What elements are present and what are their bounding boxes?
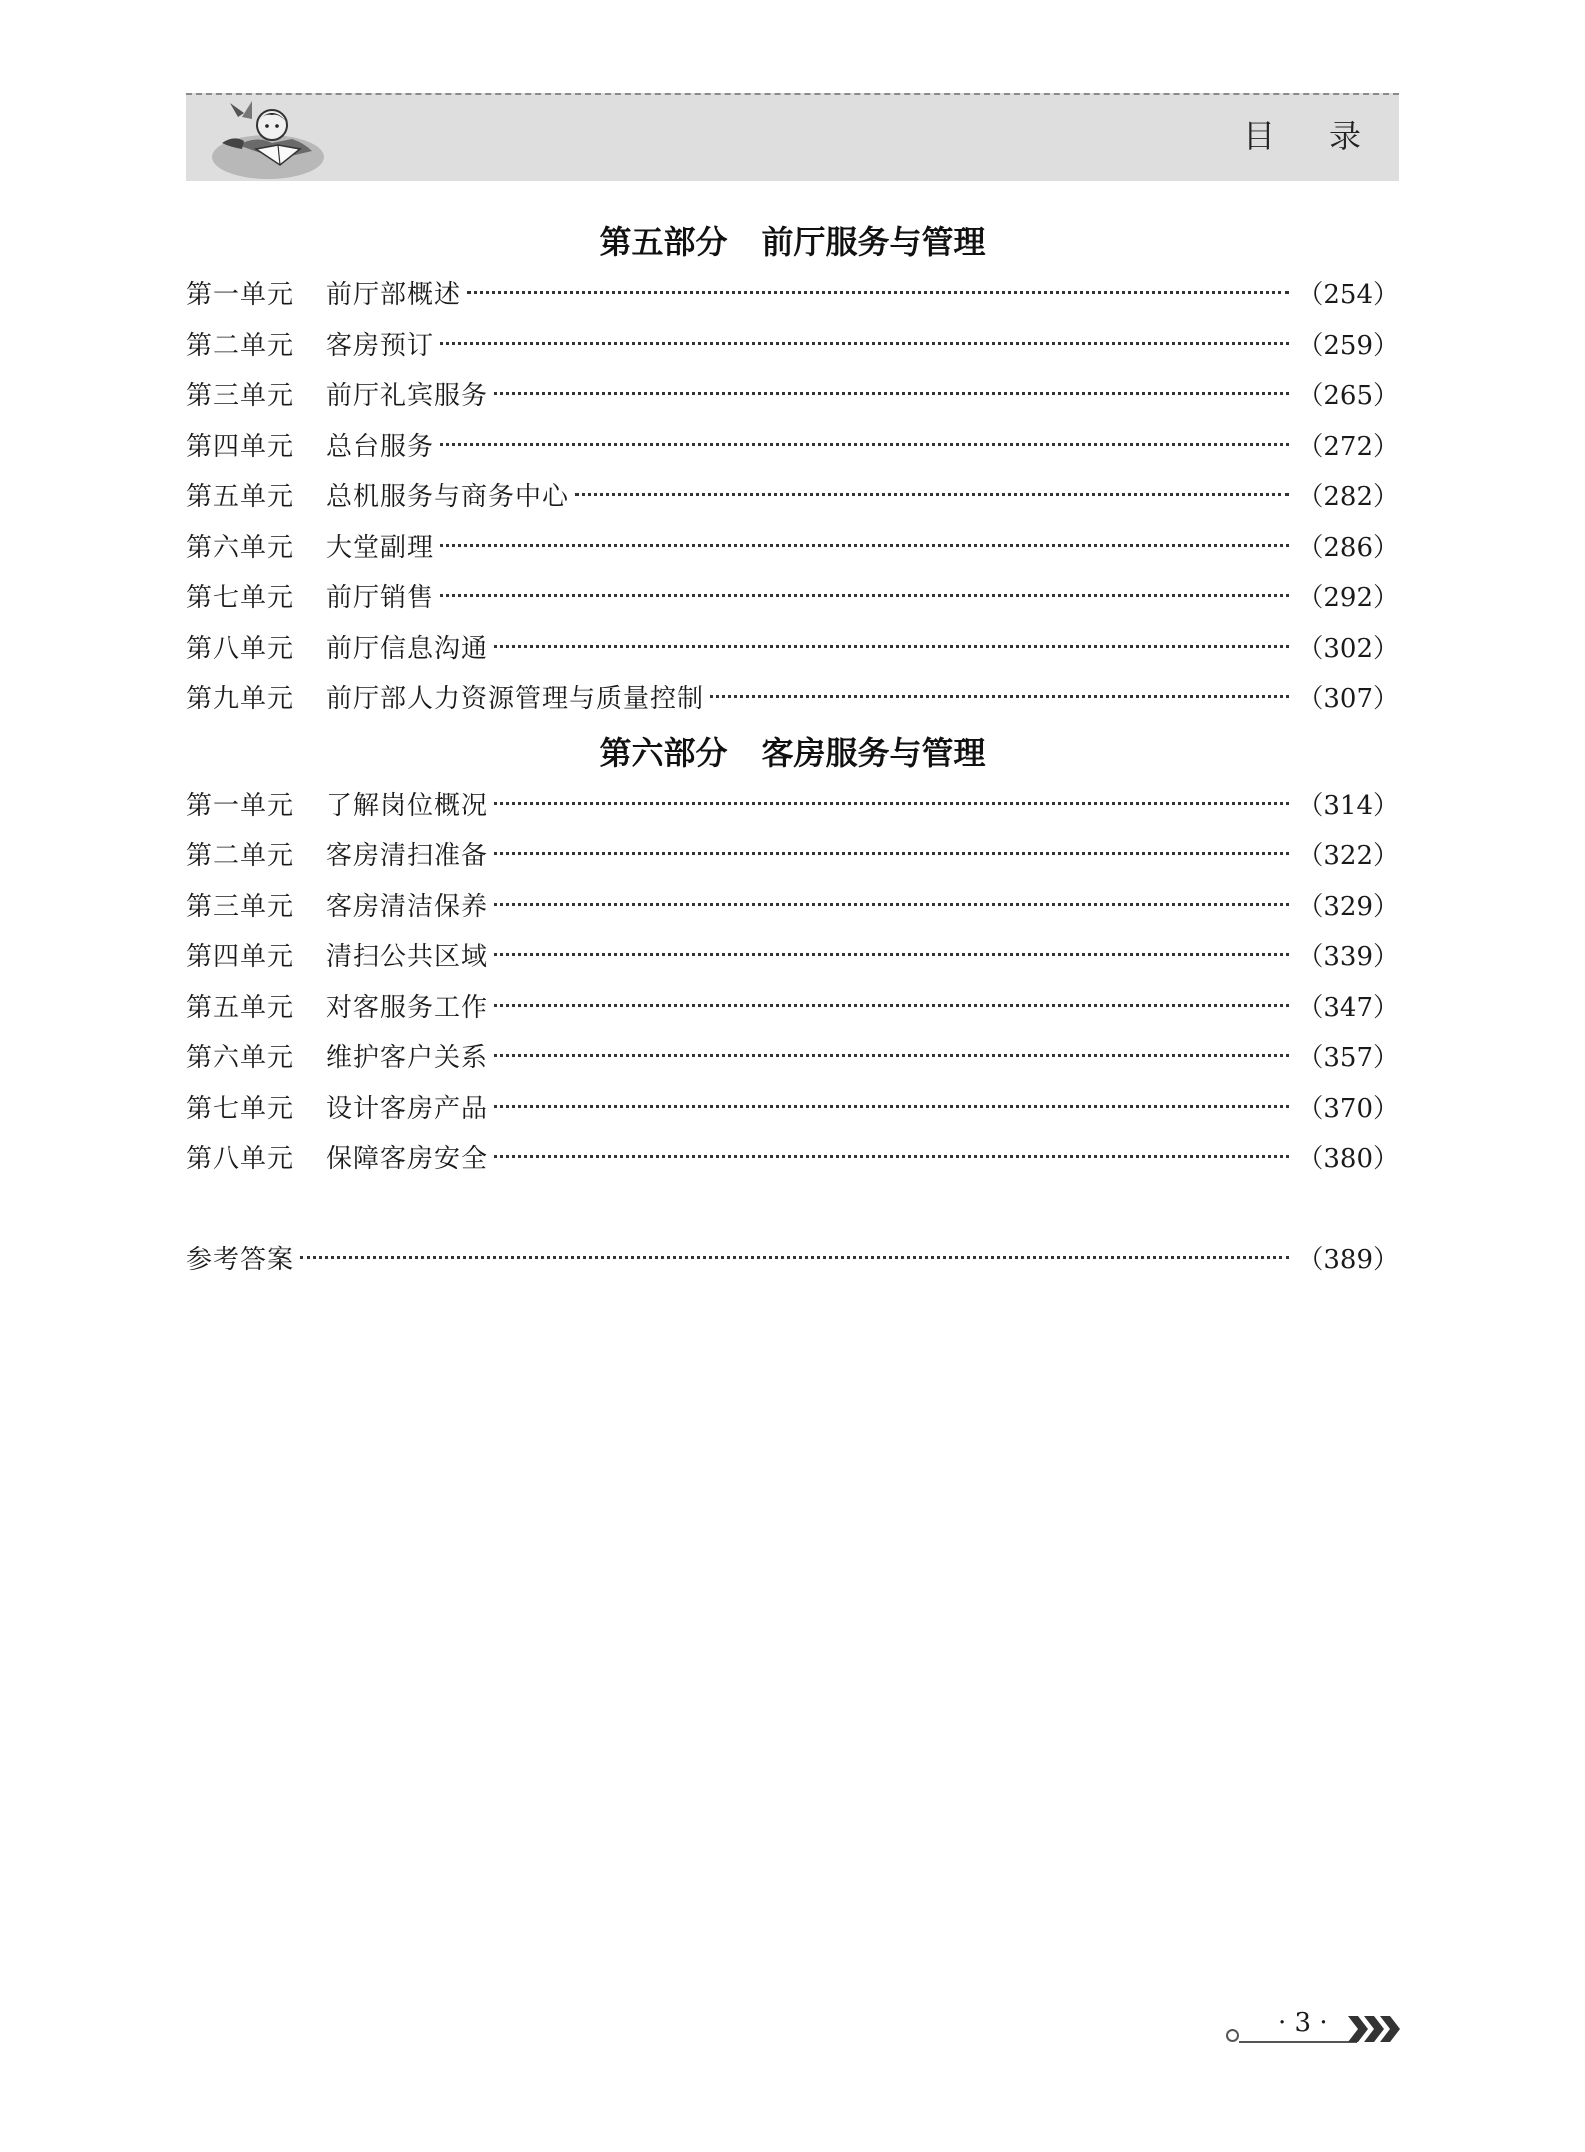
page-number: （357）: [1297, 1043, 1399, 1073]
dot-leader: [494, 1054, 1289, 1057]
unit-title: 总台服务: [326, 431, 435, 462]
unit-title: 维护客户关系: [326, 1043, 489, 1073]
unit-title: 前厅部人力资源管理与质量控制: [326, 684, 705, 714]
unit-title: 了解岗位概况: [326, 790, 489, 821]
unit-title: 大堂副理: [326, 532, 435, 563]
unit-label: 第四单元: [186, 431, 295, 462]
toc-entry-answers[interactable]: [186, 1235, 1399, 1286]
footer-circle-icon: [1226, 2029, 1239, 2042]
page-number: （282）: [1297, 482, 1399, 512]
unit-label: 第二单元: [186, 841, 295, 871]
unit-label: 第九单元: [186, 684, 295, 714]
dot-leader: [440, 342, 1289, 345]
toc-entry[interactable]: [186, 882, 1399, 933]
part-title: 客房服务与管理: [761, 733, 986, 772]
unit-title: 前厅部概述: [326, 280, 462, 310]
page-number: （254）: [1297, 280, 1399, 310]
part-number: 第五部分: [599, 223, 728, 261]
unit-label: 第四单元: [186, 942, 295, 972]
page-number: （265）: [1297, 381, 1399, 411]
dot-leader: [467, 291, 1289, 294]
toc-entry[interactable]: [186, 472, 1399, 523]
page-number: （322）: [1297, 841, 1399, 871]
dot-leader: [494, 392, 1289, 395]
answers-title: 参考答案: [186, 1244, 295, 1275]
page-number: （339）: [1297, 942, 1399, 972]
unit-title: 客房清洁保养: [326, 891, 489, 922]
dot-leader: [440, 544, 1289, 547]
part-heading: [186, 214, 1399, 270]
toc-entry[interactable]: [186, 1134, 1399, 1185]
toc-entry[interactable]: [186, 831, 1399, 882]
unit-label: 第六单元: [186, 1043, 295, 1073]
dot-leader: [710, 695, 1289, 698]
toc-entry[interactable]: [186, 573, 1399, 624]
dot-leader: [494, 1105, 1289, 1108]
part-title: 前厅服务与管理: [761, 223, 986, 261]
toc-entry[interactable]: [186, 932, 1399, 983]
page-number: （329）: [1297, 891, 1399, 922]
dot-leader: [494, 1155, 1289, 1158]
unit-label: 第一单元: [186, 790, 295, 821]
toc-entry[interactable]: [186, 624, 1399, 675]
dot-leader: [494, 1004, 1289, 1007]
unit-label: 第七单元: [186, 583, 295, 613]
unit-label: 第一单元: [186, 280, 295, 310]
part-heading: [186, 725, 1399, 781]
dot-leader: [494, 903, 1289, 906]
unit-title: 客房清扫准备: [326, 841, 489, 871]
unit-label: 第三单元: [186, 891, 295, 922]
unit-title: 总机服务与商务中心: [326, 482, 570, 512]
page-footer: [1220, 2008, 1402, 2048]
unit-label: 第三单元: [186, 381, 295, 411]
part-number: 第六部分: [599, 733, 728, 772]
toc-entry[interactable]: [186, 422, 1399, 473]
toc-entry[interactable]: [186, 523, 1399, 574]
page-number: （302）: [1297, 633, 1399, 664]
unit-title: 前厅信息沟通: [326, 633, 489, 664]
dot-leader: [494, 645, 1289, 648]
unit-title: 对客服务工作: [326, 992, 489, 1023]
dot-leader: [494, 953, 1289, 956]
unit-title: 客房预订: [326, 330, 435, 361]
toc-entry[interactable]: [186, 1033, 1399, 1084]
unit-title: 清扫公共区域: [326, 942, 489, 972]
page-number: （259）: [1297, 330, 1399, 361]
dot-leader: [494, 852, 1289, 855]
unit-label: 第七单元: [186, 1093, 295, 1124]
page-number: （347）: [1297, 992, 1399, 1023]
dot-leader: [300, 1256, 1289, 1259]
toc-entry[interactable]: [186, 674, 1399, 725]
page-number: （286）: [1297, 532, 1399, 563]
unit-label: 第八单元: [186, 633, 295, 664]
page-number: （380）: [1297, 1144, 1399, 1174]
dot-leader: [440, 594, 1289, 597]
unit-title: 保障客房安全: [326, 1144, 489, 1174]
toc-entry[interactable]: [186, 983, 1399, 1034]
page-number: （314）: [1297, 790, 1399, 821]
toc-entry[interactable]: [186, 270, 1399, 321]
footer-line: [1239, 2041, 1357, 2043]
page-number: （272）: [1297, 431, 1399, 462]
dot-leader: [575, 493, 1289, 496]
unit-label: 第八单元: [186, 1144, 295, 1174]
unit-label: 第二单元: [186, 330, 295, 361]
page-number: （370）: [1297, 1093, 1399, 1124]
unit-title: 前厅礼宾服务: [326, 381, 489, 411]
dot-leader: [494, 802, 1289, 805]
dot-leader: [440, 443, 1289, 446]
toc-entry[interactable]: [186, 371, 1399, 422]
unit-label: 第五单元: [186, 992, 295, 1023]
page-header: [186, 93, 1415, 181]
toc-entry[interactable]: [186, 1084, 1399, 1135]
unit-title: 前厅销售: [326, 583, 435, 613]
footer-page-number: · 3 ·: [1278, 2008, 1328, 2038]
toc-entry[interactable]: [186, 321, 1399, 372]
page-title: 目录: [1242, 117, 1415, 155]
page-number: （389）: [1297, 1244, 1399, 1275]
triple-chevron-right-icon: [1346, 2014, 1402, 2044]
child-reading-book-icon: [208, 99, 326, 181]
table-of-contents: [186, 214, 1399, 1285]
page-number: （292）: [1297, 583, 1399, 613]
unit-label: 第五单元: [186, 482, 295, 512]
unit-title: 设计客房产品: [326, 1093, 489, 1124]
unit-label: 第六单元: [186, 532, 295, 563]
toc-entry[interactable]: [186, 781, 1399, 832]
page-number: （307）: [1297, 684, 1399, 714]
